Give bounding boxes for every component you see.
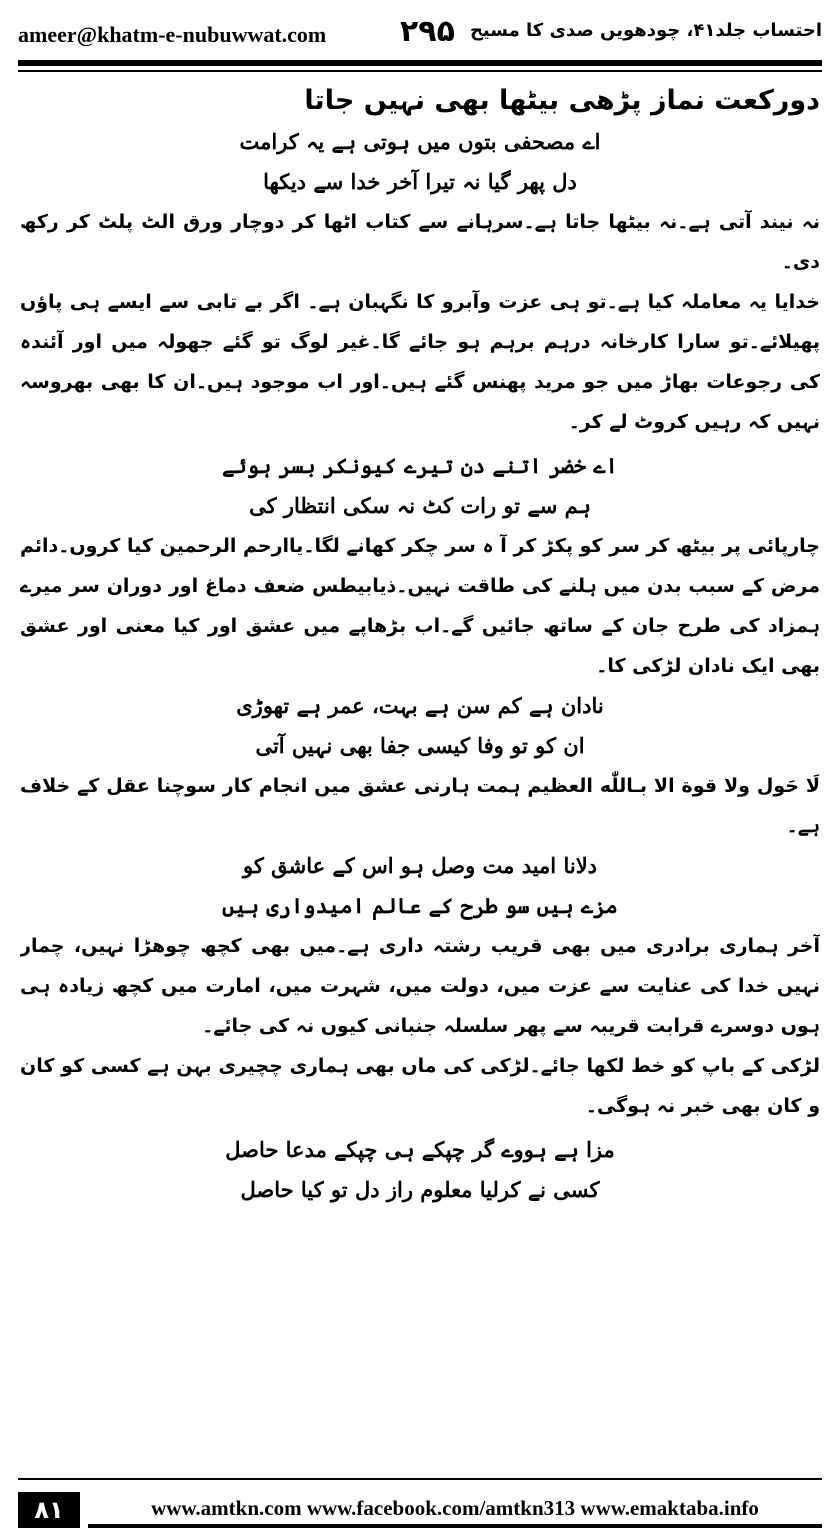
footer-rule <box>18 1478 822 1480</box>
verse-line: مزے ہیں سو طرح کے عالم امیدواری ہیں <box>222 893 618 918</box>
header-page-number: ۲۹۵ <box>400 14 455 49</box>
footer-folio: ۸۱ <box>18 1492 80 1528</box>
page-header <box>18 14 822 54</box>
verse-line: اے مصحفی بتوں میں ہوتی ہے یہ کرامت <box>239 129 601 154</box>
paragraph: لَا حَول ولا قوة الا بـاللّٰه العظيم ہمت ہارنی عشق میں انجام کار سوچنا عقل کے خلاف ہے۔ <box>20 775 820 837</box>
verse-line: دلانا امید مت وصل ہو اس کے عاشق کو <box>242 853 598 878</box>
verse-line: دل پھر گیا نہ تیرا آخر خدا سے دیکھا <box>263 169 577 194</box>
paragraph: چارپائی پر بیٹھ کر سر کو پکڑ کر آ ہ سر چکر کھانے لگا۔یاارحم الرحمین کیا کروں۔دائم مرض کے سبب بدن میں ہلنے کی طاقت نہیں۔ذیابیطس ضعف دماغ اور دوران سر میرے ہمزاد کی طرح جان کے ساتھ جائیں گے۔اب بڑھاپے میں عشق اور کیا معنی اور عشق بھی ایک نادان لڑکی کا۔ <box>20 535 820 677</box>
verse-line: اے خضر اتنے دن تیرے کیونکر بسر ہوئے <box>222 453 618 478</box>
paragraph: آخر ہماری برادری میں بھی قریب رشتہ داری ہے۔میں بھی کچھ چوھڑا نہیں، چمار نہیں خدا کی عنایت سے عزت میں، دولت میں، شہرت میں، امارت میں کچھ زیادہ ہی ہوں دوسرے قرابت قریبہ سے پھر سلسلہ جنبانی کیوں نہ کی جائے۔ <box>20 935 820 1037</box>
header-email: ameer@khatm-e-nubuwwat.com <box>18 22 327 47</box>
section-heading: دورکعت نماز پڑھی بیٹھا بھی نہیں جاتا <box>304 85 820 116</box>
verse-line: نادان ہے کم سن ہے بہت، عمر ہے تھوڑی <box>236 693 604 718</box>
verse-line: مزا ہے ہووے گر چپکے ہی چپکے مدعا حاصل <box>225 1137 615 1162</box>
page-footer <box>18 1492 822 1528</box>
header-rule-thin <box>18 70 822 72</box>
paragraph: لڑکی کے باپ کو خط لکھا جائے۔لڑکی کی ماں بھی ہماری چچیری بہن ہے کسی کو کان و کان بھی خبر نہ ہوگی۔ <box>20 1055 820 1117</box>
header-rule-thick <box>18 60 822 66</box>
paragraph: نہ نیند آتی ہے۔نہ بیٹھا جاتا ہے۔سرہانے سے کتاب اٹھا کر دوچار ورق الٹ پلٹ کر رکھ دی۔ <box>20 211 820 273</box>
verse-line: کسی نے کرلیا معلوم راز دل تو کیا حاصل <box>240 1177 600 1202</box>
page-body <box>20 80 820 1470</box>
header-book-title: احتساب جلد۴۱، چودھویں صدی کا مسیح <box>469 20 822 41</box>
paragraph: خدایا یہ معاملہ کیا ہے۔تو ہی عزت وآبرو کا نگہبان ہے۔ اگر بے تابی سے ایسے ہی پاؤں پھیلائے۔تو سارا کارخانہ درہم برہم ہو جائے گا۔غیر لوگ تو گئے جھولہ میں اور آئندہ کی رجوعات بھاڑ میں جو مرید پھنس گئے ہیں۔اور اب موجود ہیں۔ان کا بھی بھروسہ نہیں کہ رہیں کروٹ لے کر۔ <box>20 291 820 433</box>
verse-line: ہم سے تو رات کٹ نہ سکی انتظار کی <box>249 493 591 518</box>
verse-line: ان کو تو وفا کیسی جفا بھی نہیں آتی <box>255 733 585 758</box>
footer-links: www.amtkn.com www.facebook.com/amtkn313 www.emaktaba.info <box>88 1492 822 1528</box>
